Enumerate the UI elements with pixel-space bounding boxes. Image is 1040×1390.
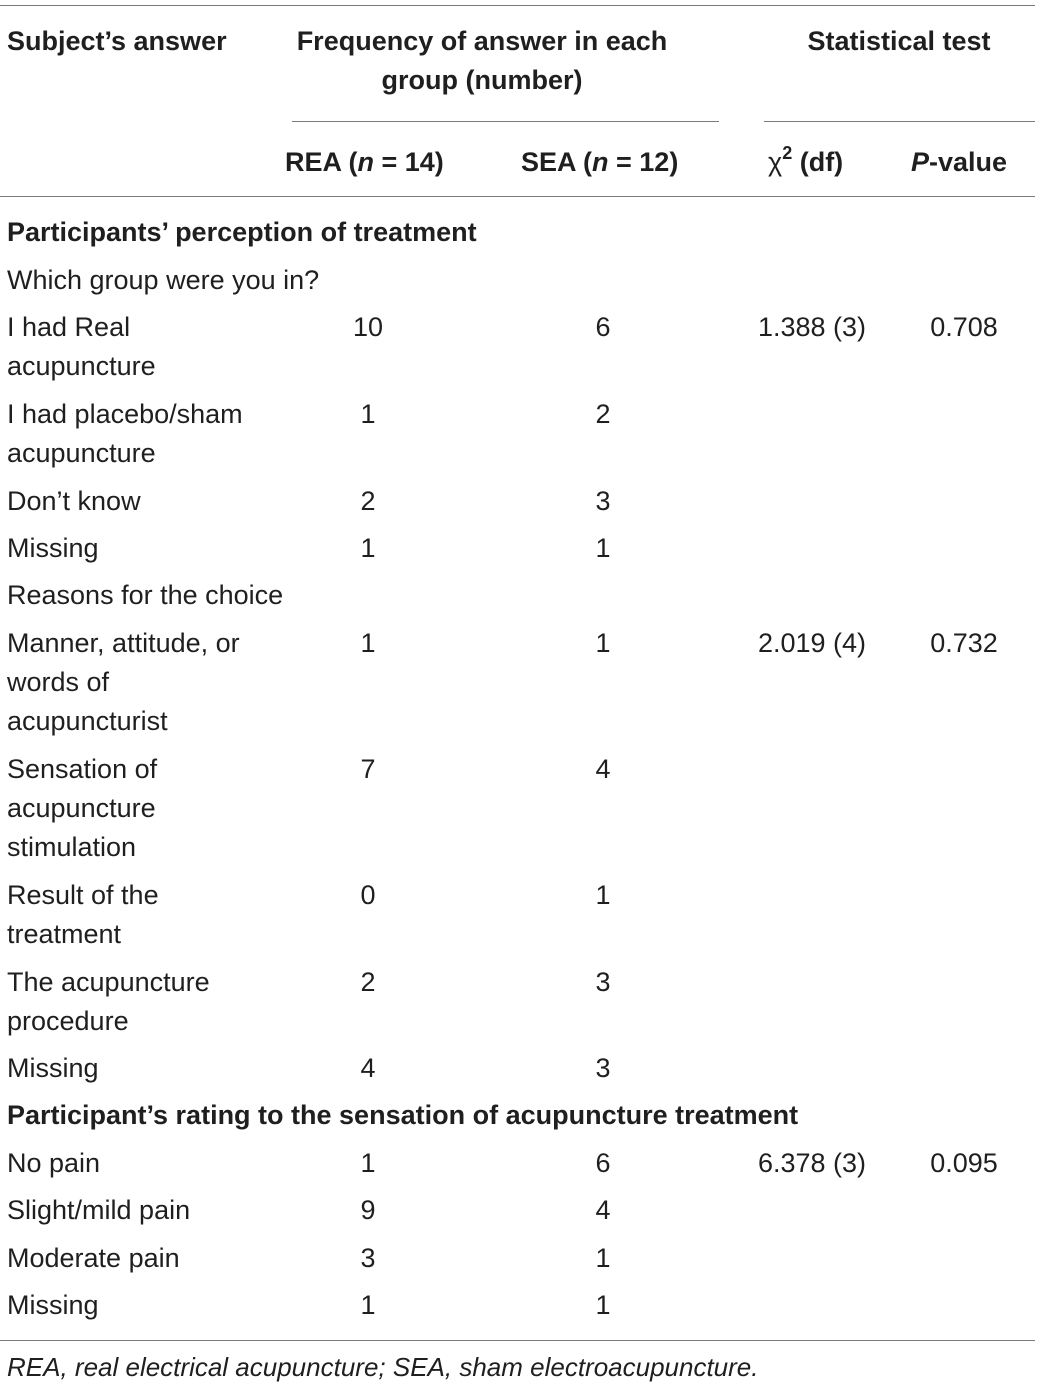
row-sham-label-2: acupuncture	[7, 438, 156, 468]
row-moderate-label: Moderate pain	[7, 1243, 180, 1273]
rea-n: n	[357, 147, 374, 177]
row-nopain-p: 0.095	[930, 1148, 998, 1178]
p-suffix: -value	[929, 147, 1008, 177]
row-procedure-label-1: The acupuncture	[7, 967, 210, 997]
section-rating-title: Participant’s rating to the sensation of acupuncture treatment	[7, 1100, 799, 1130]
row-mild-sea: 4	[595, 1195, 611, 1225]
chi-sup: 2	[782, 143, 793, 163]
row-real-label-1: I had Real	[7, 312, 131, 342]
row-manner-rea: 1	[360, 628, 376, 658]
row-missing2-label: Missing	[7, 1053, 99, 1083]
group-question: Which group were you in?	[7, 265, 320, 295]
row-manner-label-1: Manner, attitude, or	[7, 628, 240, 658]
row-result-rea: 0	[360, 880, 376, 910]
col-header-rea	[285, 143, 444, 182]
row-real-chi: 1.388 (3)	[757, 312, 867, 342]
row-result-label-1: Result of the	[7, 880, 159, 910]
row-nopain-label: No pain	[7, 1148, 101, 1178]
frequency-underline	[292, 121, 719, 122]
row-missing1-sea: 1	[595, 533, 611, 563]
row-nopain-sea: 6	[595, 1148, 611, 1178]
row-real-p: 0.708	[930, 312, 998, 342]
row-procedure-label-2: procedure	[7, 1006, 129, 1036]
row-manner-chi: 2.019 (4)	[757, 628, 867, 658]
row-nopain-chi: 6.378 (3)	[757, 1148, 867, 1178]
col-header-subject: Subject’s answer	[7, 26, 227, 56]
row-real-rea: 10	[352, 312, 384, 342]
row-manner-label-2: words of	[7, 667, 110, 697]
row-missing3-rea: 1	[360, 1290, 376, 1320]
row-sham-label-1: I had placebo/sham	[7, 399, 243, 429]
row-procedure-rea: 2	[360, 967, 376, 997]
col-header-frequency-line2: group (number)	[381, 65, 583, 95]
row-procedure-sea: 3	[595, 967, 611, 997]
chi-symbol: χ	[768, 147, 783, 177]
row-moderate-sea: 1	[595, 1243, 611, 1273]
row-manner-p: 0.732	[930, 628, 998, 658]
col-header-chi	[768, 143, 843, 182]
row-manner-label-3: acupuncturist	[7, 706, 168, 736]
reasons-question: Reasons for the choice	[7, 580, 284, 610]
row-real-label-2: acupuncture	[7, 351, 156, 381]
col-header-stat: Statistical test	[807, 26, 991, 56]
table-footnote: REA, real electrical acupuncture; SEA, sham electroacupuncture.	[7, 1352, 759, 1382]
row-sensation-label-1: Sensation of	[7, 754, 158, 784]
col-header-frequency-line1: Frequency of answer in each	[296, 26, 668, 56]
col-header-sea	[521, 143, 678, 182]
table-bottom-rule	[0, 1340, 1035, 1341]
row-manner-sea: 1	[595, 628, 611, 658]
row-dontknow-sea: 3	[595, 486, 611, 516]
top-rule	[0, 5, 1035, 6]
row-missing1-rea: 1	[360, 533, 376, 563]
row-real-sea: 6	[595, 312, 611, 342]
row-missing3-sea: 1	[595, 1290, 611, 1320]
row-dontknow-rea: 2	[360, 486, 376, 516]
chi-suffix: (df)	[792, 147, 844, 177]
row-moderate-rea: 3	[360, 1243, 376, 1273]
col-header-p	[911, 143, 1007, 182]
row-sensation-label-2: acupuncture	[7, 793, 156, 823]
row-sensation-label-3: stimulation	[7, 832, 137, 862]
stat-underline	[764, 121, 1035, 122]
section-perception-title: Participants’ perception of treatment	[7, 217, 477, 247]
row-missing2-rea: 4	[360, 1053, 376, 1083]
row-mild-label: Slight/mild pain	[7, 1195, 191, 1225]
rea-suffix: = 14)	[374, 147, 444, 177]
row-sham-rea: 1	[360, 399, 376, 429]
row-sensation-sea: 4	[595, 754, 611, 784]
sea-n: n	[592, 147, 609, 177]
row-dontknow-label: Don’t know	[7, 486, 141, 516]
sea-suffix: = 12)	[608, 147, 679, 177]
header-bottom-rule	[0, 196, 1035, 197]
row-sham-sea: 2	[595, 399, 611, 429]
p-italic: P	[911, 147, 930, 177]
row-sensation-rea: 7	[360, 754, 376, 784]
row-result-sea: 1	[595, 880, 611, 910]
row-mild-rea: 9	[360, 1195, 376, 1225]
row-missing3-label: Missing	[7, 1290, 99, 1320]
row-missing2-sea: 3	[595, 1053, 611, 1083]
rea-prefix: REA (	[285, 147, 358, 177]
row-missing1-label: Missing	[7, 533, 99, 563]
sea-prefix: SEA (	[521, 147, 593, 177]
row-nopain-rea: 1	[360, 1148, 376, 1178]
row-result-label-2: treatment	[7, 919, 122, 949]
